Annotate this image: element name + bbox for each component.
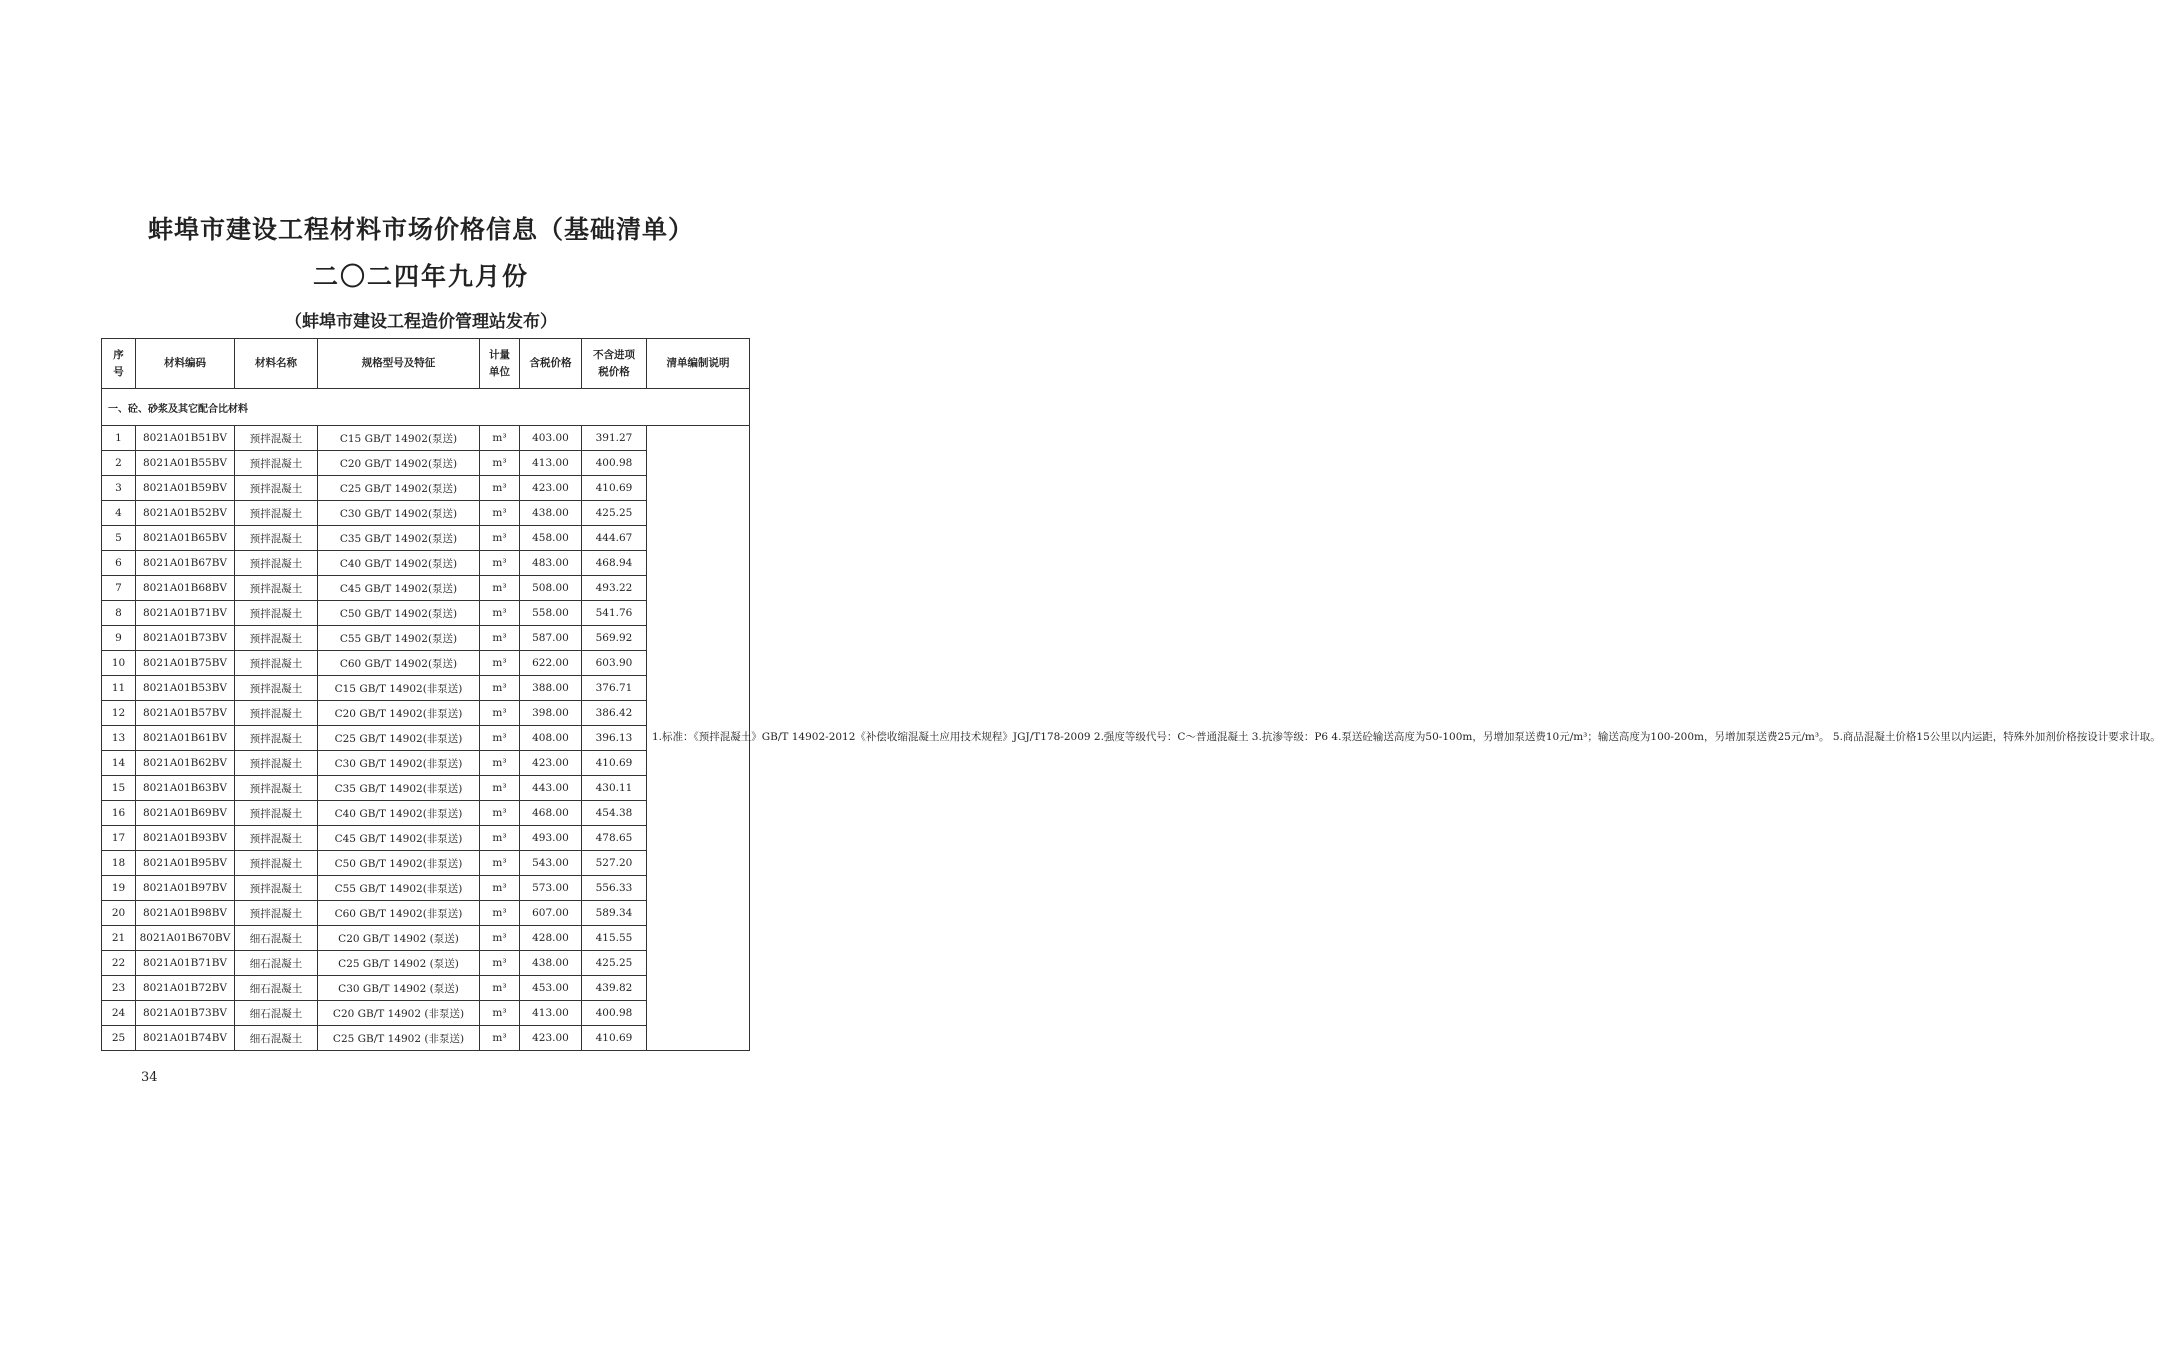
cell-price-notax: 400.98 [582,1001,647,1026]
cell-code: 8021A01B73BV [136,626,235,651]
cell-spec: C55 GB/T 14902(泵送) [318,626,480,651]
cell-spec: C30 GB/T 14902(非泵送) [318,751,480,776]
cell-name: 预拌混凝土 [235,751,318,776]
cell-price-tax: 558.00 [520,601,582,626]
cell-unit: m³ [480,926,520,951]
cell-unit: m³ [480,801,520,826]
cell-name: 预拌混凝土 [235,526,318,551]
cell-price-notax: 396.13 [582,726,647,751]
cell-price-tax: 508.00 [520,576,582,601]
cell-code: 8021A01B68BV [136,576,235,601]
cell-price-notax: 556.33 [582,876,647,901]
document-date: 二〇二四年九月份 [312,262,529,291]
cell-code: 8021A01B670BV [136,926,235,951]
cell-price-notax: 569.92 [582,626,647,651]
cell-seq: 8 [102,601,136,626]
cell-name: 预拌混凝土 [235,851,318,876]
cell-price-notax: 603.90 [582,651,647,676]
cell-spec: C50 GB/T 14902(非泵送) [318,851,480,876]
cell-seq: 24 [102,1001,136,1026]
cell-unit: m³ [480,451,520,476]
cell-price-notax: 454.38 [582,801,647,826]
cell-seq: 11 [102,676,136,701]
cell-unit: m³ [480,651,520,676]
cell-code: 8021A01B97BV [136,876,235,901]
cell-name: 预拌混凝土 [235,801,318,826]
cell-unit: m³ [480,551,520,576]
cell-seq: 16 [102,801,136,826]
cell-price-notax: 425.25 [582,951,647,976]
publisher-line: （蚌埠市建设工程造价管理站发布） [285,312,557,332]
cell-spec: C40 GB/T 14902(非泵送) [318,801,480,826]
cell-code: 8021A01B57BV [136,701,235,726]
cell-price-tax: 438.00 [520,501,582,526]
cell-name: 预拌混凝土 [235,776,318,801]
cell-name: 预拌混凝土 [235,876,318,901]
cell-code: 8021A01B65BV [136,526,235,551]
cell-unit: m³ [480,576,520,601]
cell-code: 8021A01B75BV [136,651,235,676]
cell-name: 预拌混凝土 [235,726,318,751]
cell-price-tax: 483.00 [520,551,582,576]
cell-spec: C20 GB/T 14902(泵送) [318,451,480,476]
header-price-notax: 不含进项 税价格 [582,339,647,389]
cell-price-tax: 413.00 [520,1001,582,1026]
header-price-tax: 含税价格 [520,339,582,389]
cell-unit: m³ [480,626,520,651]
cell-price-notax: 410.69 [582,1026,647,1051]
cell-seq: 20 [102,901,136,926]
cell-unit: m³ [480,1001,520,1026]
cell-price-tax: 453.00 [520,976,582,1001]
cell-name: 预拌混凝土 [235,476,318,501]
page-number: 34 [141,1070,158,1085]
cell-spec: C30 GB/T 14902(泵送) [318,501,480,526]
cell-name: 预拌混凝土 [235,501,318,526]
cell-price-tax: 458.00 [520,526,582,551]
cell-code: 8021A01B98BV [136,901,235,926]
cell-seq: 1 [102,426,136,451]
cell-unit: m³ [480,701,520,726]
cell-unit: m³ [480,426,520,451]
cell-price-tax: 413.00 [520,451,582,476]
cell-seq: 9 [102,626,136,651]
cell-spec: C40 GB/T 14902(泵送) [318,551,480,576]
cell-code: 8021A01B73BV [136,1001,235,1026]
cell-code: 8021A01B72BV [136,976,235,1001]
cell-seq: 21 [102,926,136,951]
cell-price-notax: 444.67 [582,526,647,551]
cell-price-tax: 573.00 [520,876,582,901]
cell-spec: C25 GB/T 14902 (泵送) [318,951,480,976]
document-title: 蚌埠市建设工程材料市场价格信息（基础清单） [147,215,694,244]
cell-price-tax: 493.00 [520,826,582,851]
cell-unit: m³ [480,676,520,701]
cell-name: 细石混凝土 [235,926,318,951]
cell-seq: 4 [102,501,136,526]
cell-code: 8021A01B52BV [136,501,235,526]
cell-unit: m³ [480,951,520,976]
cell-price-notax: 430.11 [582,776,647,801]
cell-seq: 6 [102,551,136,576]
cell-price-notax: 478.65 [582,826,647,851]
cell-spec: C15 GB/T 14902(泵送) [318,426,480,451]
cell-code: 8021A01B71BV [136,601,235,626]
cell-unit: m³ [480,851,520,876]
cell-seq: 17 [102,826,136,851]
cell-seq: 13 [102,726,136,751]
note-cell: 1.标准：《预拌混凝土》GB/T 14902-2012《补偿收缩混凝土应用技术规程》JGJ/T178-2009 2.强度等级代号：C～普通混凝土 3.抗渗等级：P6 4.泵送砼输送高度为50-100m，另增加泵送费10元/m³；输送高度为100-200m，另增加泵送费25元/m³。 5.商品混凝土价格15公里以内运距，特殊外加剂价格按设计要求计取。 [647,426,750,1051]
cell-price-notax: 391.27 [582,426,647,451]
cell-seq: 14 [102,751,136,776]
cell-unit: m³ [480,751,520,776]
header-row [102,339,750,389]
cell-price-tax: 443.00 [520,776,582,801]
cell-code: 8021A01B71BV [136,951,235,976]
cell-code: 8021A01B74BV [136,1026,235,1051]
cell-spec: C45 GB/T 14902(泵送) [318,576,480,601]
cell-seq: 7 [102,576,136,601]
cell-name: 预拌混凝土 [235,651,318,676]
cell-unit: m³ [480,976,520,1001]
cell-code: 8021A01B69BV [136,801,235,826]
cell-code: 8021A01B61BV [136,726,235,751]
cell-spec: C55 GB/T 14902(非泵送) [318,876,480,901]
cell-name: 预拌混凝土 [235,826,318,851]
cell-spec: C15 GB/T 14902(非泵送) [318,676,480,701]
cell-price-notax: 589.34 [582,901,647,926]
cell-price-notax: 410.69 [582,751,647,776]
cell-spec: C20 GB/T 14902 (泵送) [318,926,480,951]
cell-spec: C50 GB/T 14902(泵送) [318,601,480,626]
cell-seq: 2 [102,451,136,476]
cell-price-tax: 428.00 [520,926,582,951]
cell-name: 细石混凝土 [235,951,318,976]
cell-seq: 25 [102,1026,136,1051]
cell-name: 预拌混凝土 [235,451,318,476]
cell-name: 预拌混凝土 [235,701,318,726]
header-unit: 计量 单位 [480,339,520,389]
cell-price-notax: 439.82 [582,976,647,1001]
cell-unit: m³ [480,601,520,626]
cell-seq: 3 [102,476,136,501]
cell-spec: C60 GB/T 14902(泵送) [318,651,480,676]
cell-price-tax: 438.00 [520,951,582,976]
cell-price-notax: 425.25 [582,501,647,526]
cell-code: 8021A01B62BV [136,751,235,776]
section-row [102,389,750,426]
cell-price-tax: 543.00 [520,851,582,876]
cell-seq: 15 [102,776,136,801]
price-table [101,338,2161,1051]
cell-unit: m³ [480,726,520,751]
cell-price-notax: 415.55 [582,926,647,951]
cell-price-notax: 400.98 [582,451,647,476]
cell-price-tax: 468.00 [520,801,582,826]
cell-unit: m³ [480,476,520,501]
cell-name: 预拌混凝土 [235,576,318,601]
cell-name: 细石混凝土 [235,1026,318,1051]
cell-price-notax: 410.69 [582,476,647,501]
cell-seq: 18 [102,851,136,876]
cell-unit: m³ [480,776,520,801]
cell-spec: C20 GB/T 14902 (非泵送) [318,1001,480,1026]
cell-price-notax: 468.94 [582,551,647,576]
cell-price-notax: 493.22 [582,576,647,601]
cell-code: 8021A01B63BV [136,776,235,801]
cell-price-tax: 622.00 [520,651,582,676]
header-note: 清单编制说明 [647,339,750,389]
cell-name: 预拌混凝土 [235,426,318,451]
cell-price-notax: 386.42 [582,701,647,726]
cell-price-tax: 398.00 [520,701,582,726]
cell-price-tax: 607.00 [520,901,582,926]
cell-spec: C25 GB/T 14902 (非泵送) [318,1026,480,1051]
cell-spec: C35 GB/T 14902(泵送) [318,526,480,551]
cell-code: 8021A01B93BV [136,826,235,851]
cell-spec: C45 GB/T 14902(非泵送) [318,826,480,851]
cell-unit: m³ [480,526,520,551]
cell-name: 预拌混凝土 [235,676,318,701]
cell-spec: C35 GB/T 14902(非泵送) [318,776,480,801]
header-name: 材料名称 [235,339,318,389]
cell-name: 预拌混凝土 [235,901,318,926]
cell-unit: m³ [480,501,520,526]
cell-code: 8021A01B95BV [136,851,235,876]
cell-seq: 22 [102,951,136,976]
cell-price-tax: 388.00 [520,676,582,701]
cell-price-tax: 423.00 [520,1026,582,1051]
cell-seq: 12 [102,701,136,726]
cell-unit: m³ [480,1026,520,1051]
cell-spec: C25 GB/T 14902(非泵送) [318,726,480,751]
cell-spec: C30 GB/T 14902 (泵送) [318,976,480,1001]
cell-price-notax: 527.20 [582,851,647,876]
cell-unit: m³ [480,901,520,926]
cell-name: 细石混凝土 [235,976,318,1001]
section-title: 一、砼、砂浆及其它配合比材料 [102,389,750,426]
cell-price-notax: 376.71 [582,676,647,701]
header-code: 材料编码 [136,339,235,389]
cell-price-tax: 408.00 [520,726,582,751]
cell-name: 预拌混凝土 [235,601,318,626]
cell-price-tax: 423.00 [520,476,582,501]
cell-seq: 10 [102,651,136,676]
cell-name: 细石混凝土 [235,1001,318,1026]
cell-unit: m³ [480,876,520,901]
cell-spec: C60 GB/T 14902(非泵送) [318,901,480,926]
cell-name: 预拌混凝土 [235,626,318,651]
table-row [102,426,750,451]
cell-code: 8021A01B51BV [136,426,235,451]
cell-name: 预拌混凝土 [235,551,318,576]
header-seq: 序 号 [102,339,136,389]
cell-price-notax: 541.76 [582,601,647,626]
cell-code: 8021A01B59BV [136,476,235,501]
cell-code: 8021A01B53BV [136,676,235,701]
cell-spec: C20 GB/T 14902(非泵送) [318,701,480,726]
cell-seq: 19 [102,876,136,901]
cell-code: 8021A01B67BV [136,551,235,576]
cell-price-tax: 403.00 [520,426,582,451]
cell-code: 8021A01B55BV [136,451,235,476]
cell-price-tax: 423.00 [520,751,582,776]
cell-unit: m³ [480,826,520,851]
cell-seq: 5 [102,526,136,551]
header-spec: 规格型号及特征 [318,339,480,389]
cell-price-tax: 587.00 [520,626,582,651]
cell-seq: 23 [102,976,136,1001]
cell-spec: C25 GB/T 14902(泵送) [318,476,480,501]
